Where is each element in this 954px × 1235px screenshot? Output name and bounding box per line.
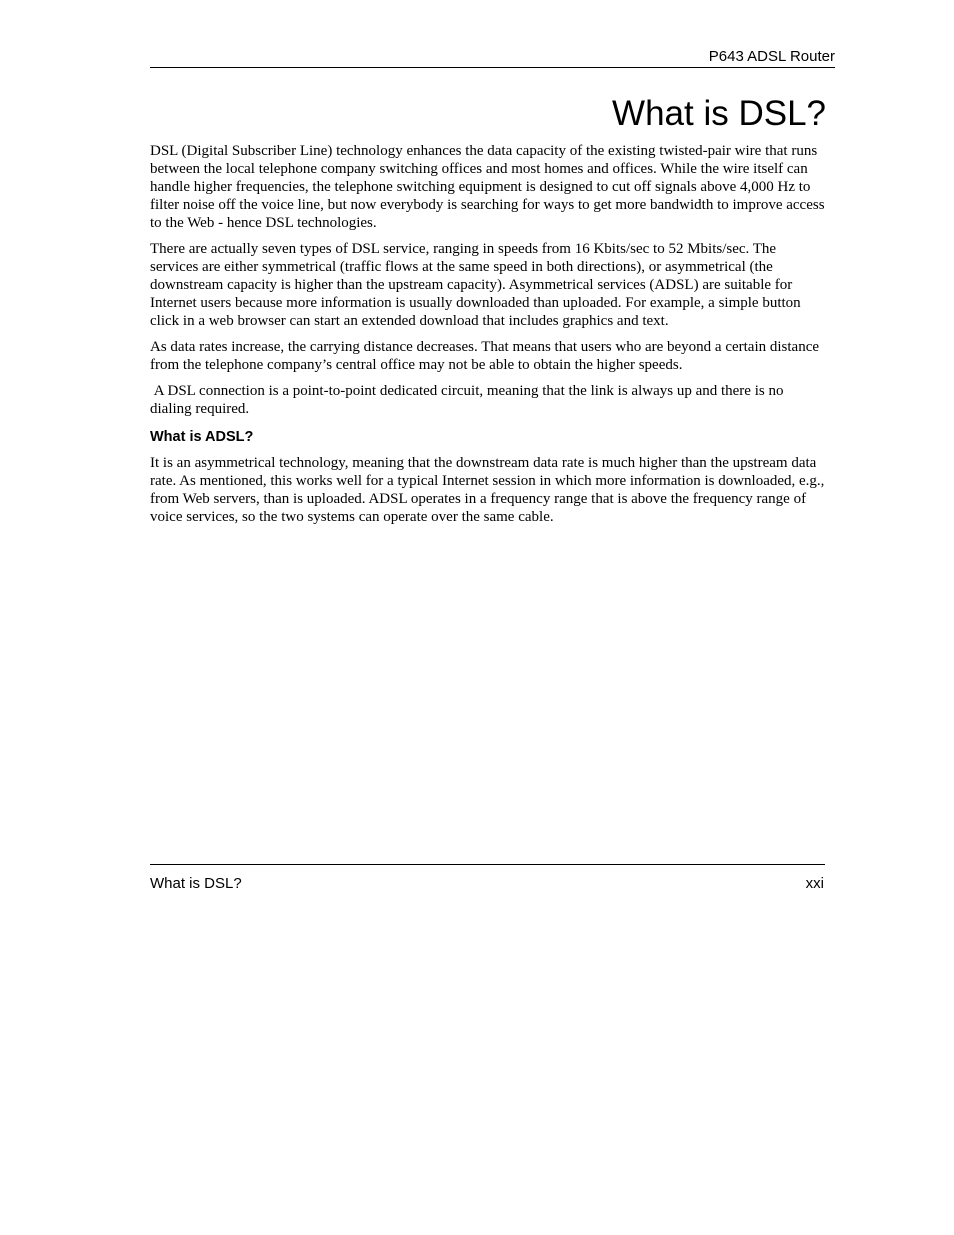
running-header: P643 ADSL Router [150, 47, 835, 68]
page-title: What is DSL? [612, 94, 826, 133]
subheading-adsl: What is ADSL? [150, 429, 254, 445]
footer-section-title: What is DSL? [150, 875, 242, 892]
body-text [150, 142, 826, 534]
paragraph-dsl-intro: DSL (Digital Subscriber Line) technology enhances the data capacity of the existing twisted-pair wire that runs between the local telephone company switching offices and most homes and offices. While the wire itself can handle higher frequencies, the telephone switching equipment is designed to cut off signals above 4,000 Hz to filter noise off the voice line, but now everybody is searching for ways to get more bandwidth to improve access to the Web - hence DSL technologies. [150, 143, 825, 231]
paragraph-dsl-types: There are actually seven types of DSL service, ranging in speeds from 16 Kbits/sec to 52 Mbits/sec. The services are either symmetrical (traffic flows at the same speed in both directions), or asymmetrical (the downstream capacity is higher than the upstream capacity). Asymmetrical services (ADSL) are suitable for Internet users because more information is usually downloaded than uploaded. For example, a simple button click in a web browser can start an extended download that includes graphics and text. [150, 241, 801, 329]
paragraph-data-rates: As data rates increase, the carrying distance decreases. That means that users who are beyond a certain distance from the telephone company’s central office may not be able to obtain the higher speeds. [150, 339, 820, 373]
paragraph-adsl: It is an asymmetrical technology, meaning that the downstream data rate is much higher than the upstream data rate. As mentioned, this works well for a typical Internet session in which more information is downloaded, e.g., from Web servers, than is uploaded. ADSL operates in a frequency range that is above the frequency range of voice services, so the two systems can operate over the same cable. [150, 455, 825, 525]
footer-rule [150, 864, 825, 865]
footer-page-number: xxi [805, 875, 824, 892]
paragraph-dsl-connection: A DSL connection is a point-to-point dedicated circuit, meaning that the link is always up and there is no dialing required. [150, 383, 788, 417]
